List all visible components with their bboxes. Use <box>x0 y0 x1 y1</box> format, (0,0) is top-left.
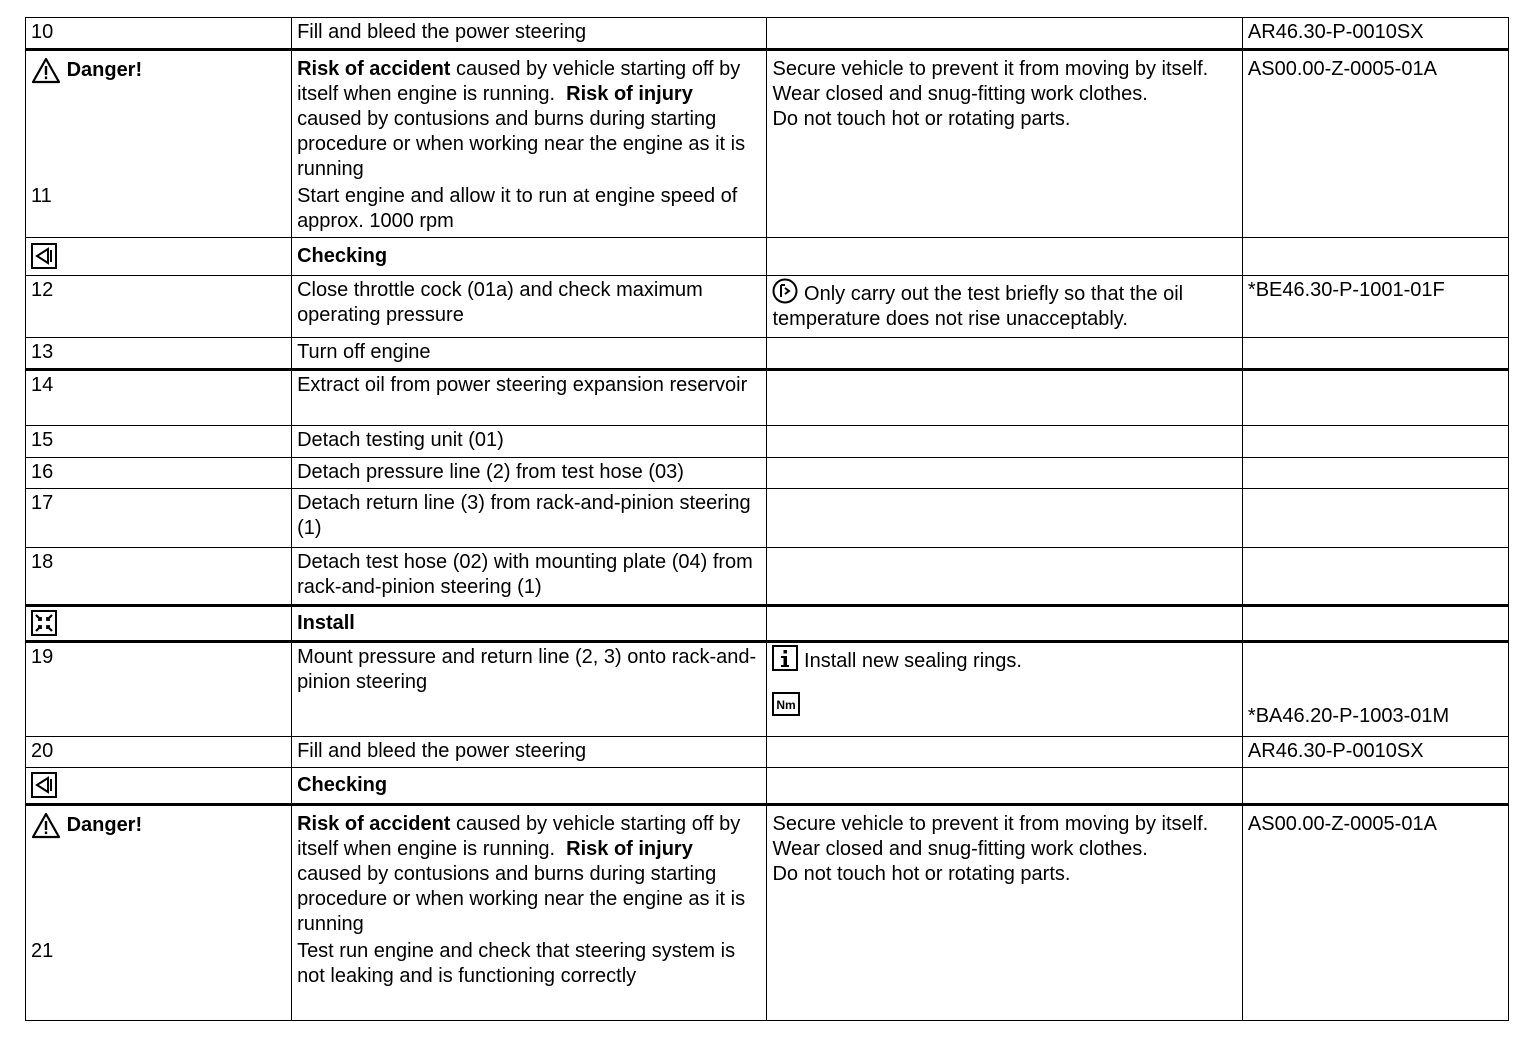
step-text: Start engine and allow it to run at engine speed of approx. 1000 rpm <box>297 185 738 232</box>
install-icon <box>31 610 57 636</box>
table-row <box>26 18 1509 50</box>
warning-triangle-icon <box>31 57 61 84</box>
reference-link[interactable]: AR46.30-P-0010SX <box>1242 18 1508 50</box>
table-row <box>26 426 1509 458</box>
install-label: Install <box>297 611 355 634</box>
checking-label: Checking <box>297 244 388 267</box>
step-text: Test run engine and check that steering system is not leaking and is functioning correctly <box>297 940 736 987</box>
risk-accident-text: caused by vehicle starting off by itself when engine is running. <box>297 813 741 860</box>
checking-label: Checking <box>297 773 388 796</box>
step-text: Detach return line (3) from rack-and-pinion steering (1) <box>292 489 767 548</box>
step-number: 14 <box>26 370 292 426</box>
table-row <box>26 238 1509 276</box>
step-number: 13 <box>26 338 292 370</box>
risk-injury-text: caused by contusions and burns during starting procedure or when working near the engine as it is running <box>297 863 746 935</box>
step-number: 11 <box>31 185 52 207</box>
safety-measure: Do not touch hot or rotating parts. <box>772 108 1071 130</box>
step-number: 10 <box>26 18 292 50</box>
checking-icon <box>31 243 57 269</box>
section-heading <box>292 238 767 276</box>
table-row <box>26 768 1509 805</box>
info-icon <box>772 645 798 671</box>
risk-accident-heading: Risk of accident <box>297 813 451 835</box>
section-heading <box>292 606 767 642</box>
procedure-table <box>25 17 1509 1021</box>
danger-label <box>31 812 286 939</box>
table-row <box>26 737 1509 768</box>
danger-text: Danger! <box>66 59 143 81</box>
table-row <box>26 489 1509 548</box>
table-row <box>26 458 1509 489</box>
warning-triangle-icon <box>31 812 61 839</box>
danger-description <box>297 812 761 939</box>
risk-injury-text: caused by contusions and burns during starting procedure or when working near the engine as it is running <box>297 108 746 180</box>
step-number: 18 <box>26 548 292 606</box>
reference-link[interactable]: *BE46.30-P-1001-01F <box>1242 276 1508 338</box>
table-row <box>26 338 1509 370</box>
table-row <box>26 548 1509 606</box>
step-text: Mount pressure and return line (2, 3) onto rack-and-pinion steering <box>292 642 767 737</box>
note-text: Only carry out the test briefly so that the oil temperature does not rise unacceptably. <box>772 283 1184 330</box>
step-text: Detach test hose (02) with mounting plate (04) from rack-and-pinion steering (1) <box>292 548 767 606</box>
step-text: Turn off engine <box>292 338 767 370</box>
risk-accident-text: caused by vehicle starting off by itself when engine is running. <box>297 58 741 105</box>
note-icon <box>772 278 798 304</box>
step-number: 20 <box>26 737 292 768</box>
step-text: Extract oil from power steering expansion reservoir <box>292 370 767 426</box>
step-number: 19 <box>26 642 292 737</box>
checking-icon <box>31 772 57 798</box>
step-number: 12 <box>26 276 292 338</box>
table-row <box>26 276 1509 338</box>
torque-icon-text: Nm <box>776 697 797 712</box>
step-text: Close throttle cock (01a) and check maximum operating pressure <box>292 276 767 338</box>
reference-link[interactable]: AS00.00-Z-0005-01A <box>1242 805 1508 1021</box>
step-text: Fill and bleed the power steering <box>292 737 767 768</box>
step-text: Fill and bleed the power steering <box>292 18 767 50</box>
risk-injury-heading: Risk of injury <box>566 838 693 860</box>
danger-text: Danger! <box>66 814 143 836</box>
safety-measure: Secure vehicle to prevent it from moving by itself. <box>772 58 1209 80</box>
table-row <box>26 642 1509 737</box>
table-row <box>26 606 1509 642</box>
step-text: Detach pressure line (2) from test hose (03) <box>292 458 767 489</box>
danger-label <box>31 57 286 184</box>
table-row <box>26 370 1509 426</box>
step-number: 15 <box>26 426 292 458</box>
safety-measure: Do not touch hot or rotating parts. <box>772 863 1071 885</box>
risk-injury-heading: Risk of injury <box>566 83 693 105</box>
reference-link[interactable]: AS00.00-Z-0005-01A <box>1242 50 1508 238</box>
note-text: Install new sealing rings. <box>804 650 1022 672</box>
step-number: 17 <box>26 489 292 548</box>
torque-nm-icon <box>772 692 800 716</box>
step-text: Detach testing unit (01) <box>292 426 767 458</box>
reference-link[interactable]: *BA46.20-P-1003-01M <box>1247 705 1450 727</box>
section-heading <box>292 768 767 805</box>
table-row <box>26 805 1509 1021</box>
safety-measure: Wear closed and snug-fitting work clothes. <box>772 838 1148 860</box>
safety-measure: Wear closed and snug-fitting work clothes. <box>772 83 1148 105</box>
risk-accident-heading: Risk of accident <box>297 58 451 80</box>
reference-link[interactable]: AR46.30-P-0010SX <box>1242 737 1508 768</box>
step-number: 16 <box>26 458 292 489</box>
table-row <box>26 50 1509 238</box>
step-number: 21 <box>31 940 54 962</box>
safety-measure: Secure vehicle to prevent it from moving by itself. <box>772 813 1209 835</box>
danger-description <box>297 57 761 184</box>
